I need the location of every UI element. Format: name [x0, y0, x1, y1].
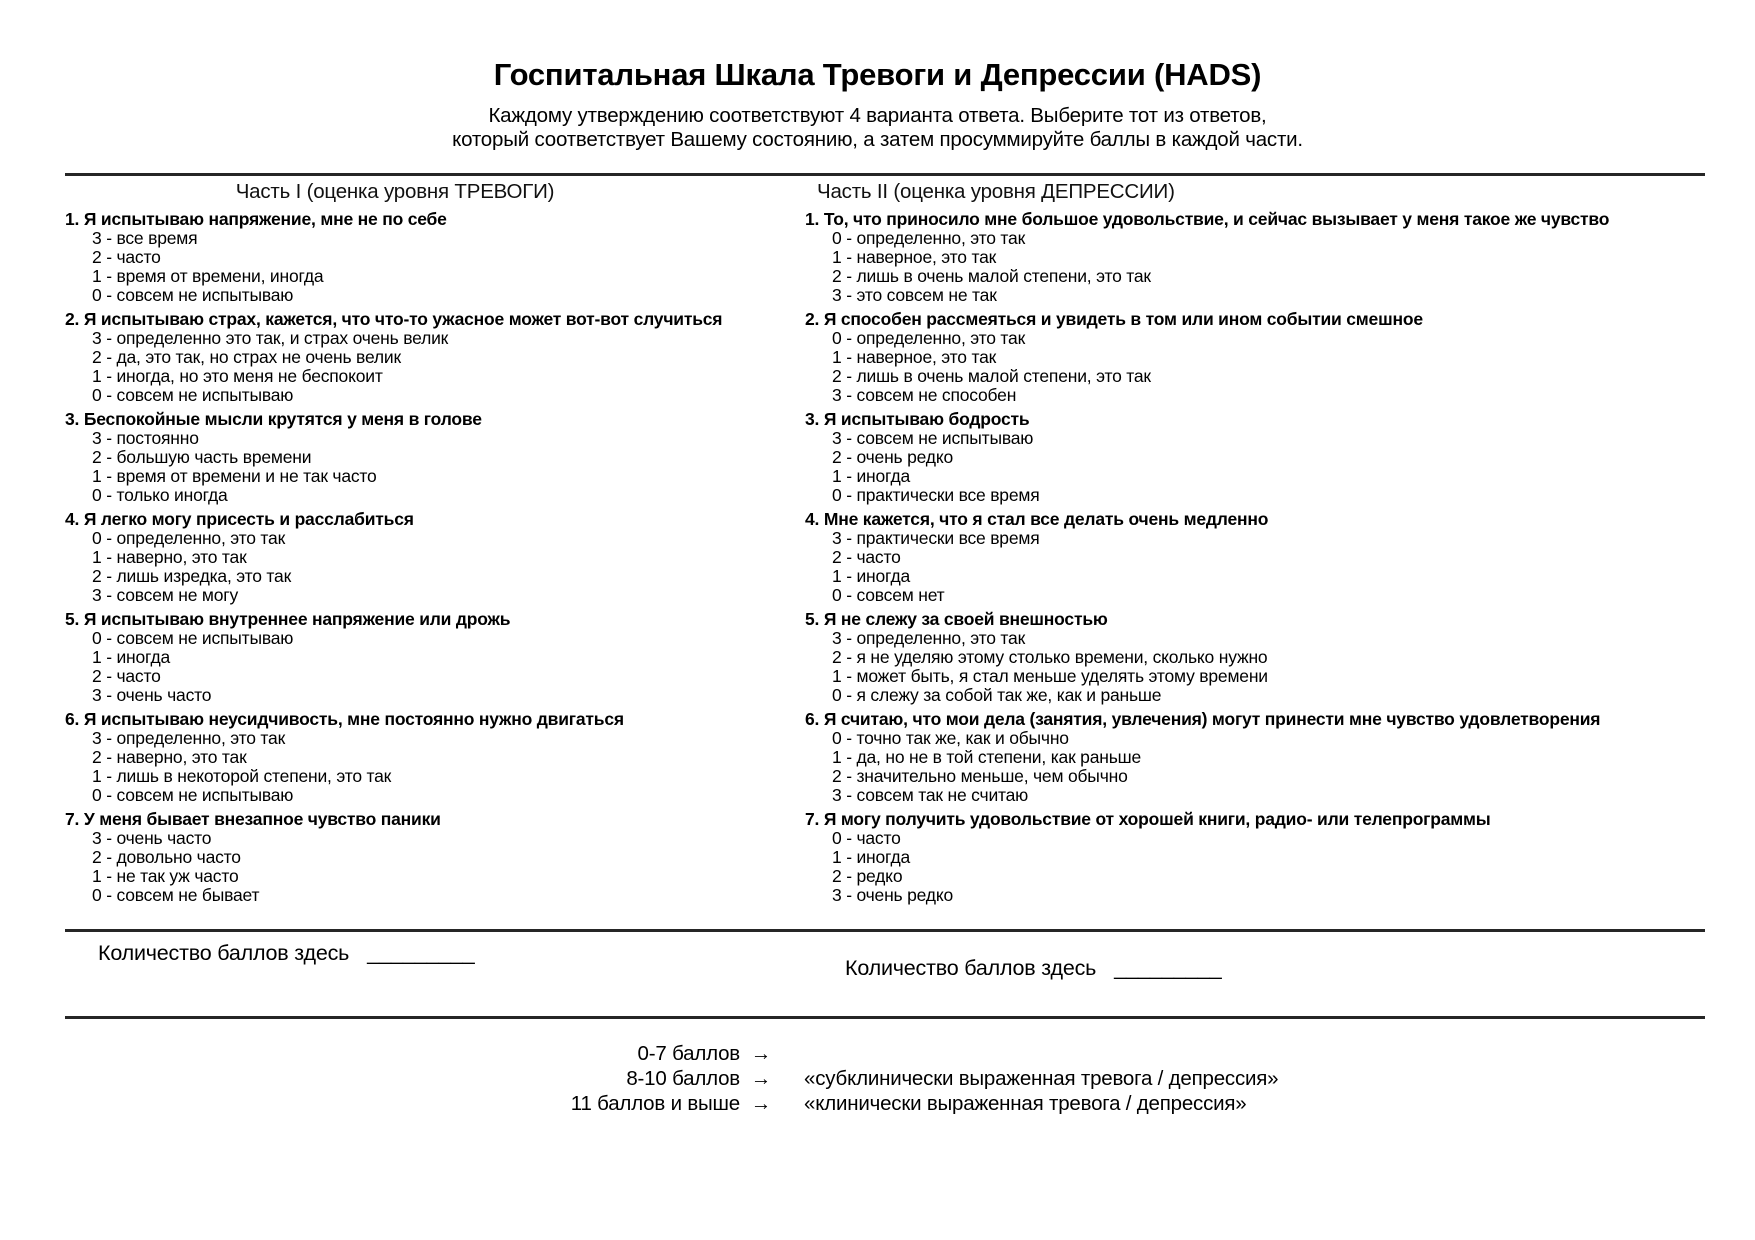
answer-option: 1 - время от времени, иногда: [92, 266, 324, 286]
answer-option: 2 - лишь в очень малой степени, это так: [832, 266, 1151, 286]
legend-row-normal: [0, 1041, 1755, 1066]
answer-option: 0 - совсем не испытываю: [92, 285, 294, 305]
question-title: 5. Я не слежу за своей внешностью: [805, 609, 1108, 629]
answer-option: 2 - значительно меньше, чем обычно: [832, 766, 1128, 786]
right-arrow-icon: →: [750, 1042, 772, 1065]
question-block: [805, 209, 1610, 305]
answer-option: 0 - определенно, это так: [832, 228, 1026, 248]
part-1-anxiety-column: [65, 180, 725, 910]
divider-bottom: [65, 1016, 1705, 1019]
answer-option: 0 - точно так же, как и обычно: [832, 728, 1069, 748]
answer-option: 1 - наверное, это так: [832, 347, 997, 367]
answer-option: 1 - наверное, это так: [832, 247, 997, 267]
legend-description: «субклинически выраженная тревога / депрессия»: [804, 1067, 1279, 1090]
answer-option: 1 - лишь в некоторой степени, это так: [92, 766, 392, 786]
part-2-questions: [805, 209, 1610, 905]
answer-option: 3 - совсем не испытываю: [832, 428, 1034, 448]
answer-option: 0 - только иногда: [92, 485, 228, 505]
answer-option: 2 - да, это так, но страх не очень велик: [92, 347, 401, 367]
question-block: [805, 410, 1520, 505]
answer-option: 3 - очень часто: [92, 828, 212, 848]
answer-option: 3 - это совсем не так: [832, 285, 997, 305]
answer-option: 0 - совсем не испытываю: [92, 785, 294, 805]
legend-row-subclinical: [0, 1066, 1755, 1091]
answer-option: 1 - иногда: [832, 566, 910, 586]
answer-option: 3 - определенно, это так: [832, 628, 1026, 648]
answer-option: 1 - иногда: [92, 647, 170, 667]
answer-option: 2 - очень редко: [832, 447, 954, 467]
answer-option: 0 - практически все время: [832, 485, 1040, 505]
question-title: 7. У меня бывает внезапное чувство паники: [65, 809, 441, 829]
question-block: [65, 810, 725, 905]
question-title: 6. Я считаю, что мои дела (занятия, увлечения) могут принести мне чувство удовлетворения: [805, 709, 1601, 729]
answer-option: 2 - часто: [92, 247, 161, 267]
answer-option: 1 - иногда: [832, 466, 910, 486]
right-arrow-icon: →: [750, 1092, 772, 1115]
question-title: 6. Я испытываю неусидчивость, мне постоянно нужно двигаться: [65, 709, 624, 729]
question-block: [805, 510, 1520, 605]
question-title: 2. Я испытываю страх, кажется, что что-то ужасное может вот-вот случиться: [65, 309, 723, 329]
answer-option: 3 - практически все время: [832, 528, 1040, 548]
answer-option: 1 - наверно, это так: [92, 547, 247, 567]
question-block: [805, 310, 1520, 405]
answer-option: 3 - совсем не могу: [92, 585, 238, 605]
question-title: 1. То, что приносило мне большое удовольствие, и сейчас вызывает у меня такое же чувство: [805, 209, 1610, 229]
answer-option: 1 - иногда: [832, 847, 910, 867]
answer-option: 0 - совсем не испытываю: [92, 628, 294, 648]
question-title: 4. Я легко могу присесть и расслабиться: [65, 509, 414, 529]
answer-option: 2 - я не уделяю этому столько времени, сколько нужно: [832, 647, 1268, 667]
answer-option: 1 - да, но не в той степени, как раньше: [832, 747, 1142, 767]
answer-option: 2 - довольно часто: [92, 847, 241, 867]
part-2-score-blank: _________: [1114, 956, 1222, 980]
legend-range: 0-7 баллов: [637, 1042, 740, 1065]
question-block: [805, 610, 1520, 705]
right-arrow-icon: →: [750, 1067, 772, 1090]
instructions: [0, 104, 1755, 152]
question-title: 4. Мне кажется, что я стал все делать очень медленно: [805, 509, 1269, 529]
page-title: Госпитальная Шкала Тревоги и Депрессии (HADS): [493, 57, 1262, 92]
instructions-line-1: Каждому утверждению соответствуют 4 варианта ответа. Выберите тот из ответов,: [488, 104, 1267, 127]
answer-option: 3 - постоянно: [92, 428, 199, 448]
answer-option: 3 - совсем так не считаю: [832, 785, 1029, 805]
divider-top: [65, 173, 1705, 176]
answer-option: 3 - совсем не способен: [832, 385, 1017, 405]
answer-option: 0 - часто: [832, 828, 901, 848]
question-block: [805, 709, 1601, 805]
part-1-questions: [65, 210, 725, 905]
part-2-score-row: [845, 956, 1222, 981]
question-title: 7. Я могу получить удовольствие от хорошей книги, радио- или телепрограммы: [805, 809, 1491, 829]
question-block: [65, 310, 725, 405]
question-block: [65, 710, 725, 805]
answer-option: 3 - определенно это так, и страх очень велик: [92, 328, 449, 348]
part-1-score-label: Количество баллов здесь: [98, 941, 350, 965]
question-title: 5. Я испытываю внутреннее напряжение или дрожь: [65, 609, 511, 629]
answer-option: 2 - часто: [832, 547, 901, 567]
answer-option: 0 - определенно, это так: [92, 528, 286, 548]
answer-option: 2 - лишь в очень малой степени, это так: [832, 366, 1151, 386]
legend-description: «клинически выраженная тревога / депрессия»: [804, 1092, 1247, 1115]
answer-option: 1 - может быть, я стал меньше уделять этому времени: [832, 666, 1268, 686]
question-title: 1. Я испытываю напряжение, мне не по себе: [65, 209, 447, 229]
question-title: 3. Беспокойные мысли крутятся у меня в голове: [65, 409, 482, 429]
answer-option: 2 - лишь изредка, это так: [92, 566, 292, 586]
part-1-header: Часть I (оценка уровня ТРЕВОГИ): [235, 180, 555, 203]
part-2-header: Часть II (оценка уровня ДЕПРЕССИИ): [817, 180, 1175, 203]
part-1-score-blank: _________: [367, 941, 475, 965]
part-2-depression-column: [805, 180, 1610, 910]
instructions-line-2: который соответствует Вашему состоянию, а затем просуммируйте баллы в каждой части.: [452, 128, 1303, 151]
part-2-score-label: Количество баллов здесь: [845, 956, 1097, 980]
answer-option: 1 - не так уж часто: [92, 866, 239, 886]
question-block: [65, 410, 725, 505]
answer-option: 0 - определенно, это так: [832, 328, 1026, 348]
answer-option: 2 - часто: [92, 666, 161, 686]
answer-option: 0 - совсем не испытываю: [92, 385, 294, 405]
answer-option: 3 - определенно, это так: [92, 728, 286, 748]
legend-range: 11 баллов и выше: [570, 1092, 740, 1115]
answer-option: 2 - наверно, это так: [92, 747, 247, 767]
question-block: [805, 810, 1520, 905]
answer-option: 2 - редко: [832, 866, 903, 886]
divider-middle: [65, 929, 1705, 932]
question-title: 3. Я испытываю бодрость: [805, 409, 1030, 429]
part-1-score-row: [98, 941, 475, 966]
question-block: [65, 210, 725, 305]
question-block: [65, 510, 725, 605]
answer-option: 0 - я слежу за собой так же, как и раньше: [832, 685, 1162, 705]
legend-row-clinical: [0, 1091, 1755, 1116]
answer-option: 0 - совсем нет: [832, 585, 945, 605]
answer-option: 0 - совсем не бывает: [92, 885, 260, 905]
answer-option: 3 - очень часто: [92, 685, 212, 705]
scoring-legend: [0, 1041, 1755, 1116]
answer-option: 3 - все время: [92, 228, 198, 248]
answer-option: 2 - большую часть времени: [92, 447, 312, 467]
answer-option: 1 - время от времени и не так часто: [92, 466, 377, 486]
question-title: 2. Я способен рассмеяться и увидеть в том или ином событии смешное: [805, 309, 1423, 329]
question-block: [65, 610, 725, 705]
answer-option: 1 - иногда, но это меня не беспокоит: [92, 366, 383, 386]
answer-option: 3 - очень редко: [832, 885, 954, 905]
legend-range: 8-10 баллов: [626, 1067, 740, 1090]
